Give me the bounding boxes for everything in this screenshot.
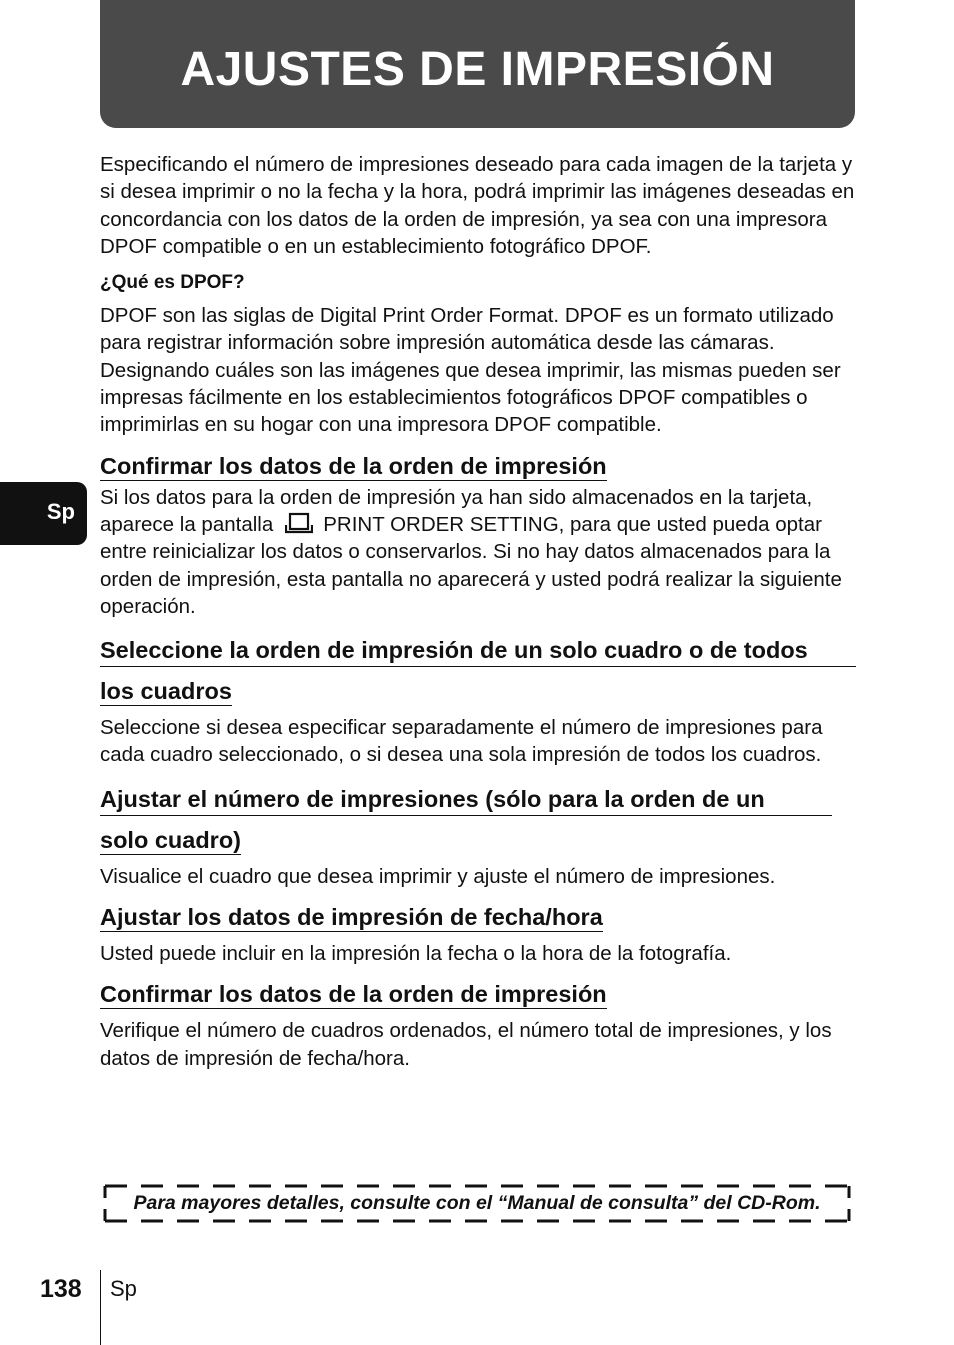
section-heading-confirm-final-text: Confirmar los datos de la orden de impresión bbox=[100, 981, 607, 1008]
dpof-paragraph-2: Designando cuáles son las imágenes que desea imprimir, las mismas pueden ser impresas fácilmente en los establecimientos fotográficos DPOF compatibles o imprimirlas en su hogar con una impresora DPOF compatible. bbox=[100, 358, 841, 437]
section-body-adjust-count: Visualice el cuadro que desea imprimir y ajuste el número de impresiones. bbox=[100, 864, 776, 888]
section-body-confirm-final: Verifique el número de cuadros ordenados, el número total de impresiones, y los datos de impresión de fecha/hora. bbox=[100, 1019, 832, 1070]
section-heading-confirm bbox=[100, 447, 856, 486]
language-tab bbox=[0, 482, 87, 545]
reference-note bbox=[103, 1184, 851, 1223]
section-heading-confirm-text: Confirmar los datos de la orden de impresión bbox=[100, 452, 607, 479]
intro-paragraph: Especificando el número de impresiones deseado para cada imagen de la tarjeta y si desea imprimir o no la fecha y la hora, podrá imprimir las imágenes deseadas en concordancia con los datos de la orden de impresión, ya sea con una impresora DPOF compatible o en un establecimiento fotográfico DPOF. bbox=[100, 153, 855, 258]
section-heading-confirm-final bbox=[100, 979, 856, 1009]
dpof-paragraph-1: DPOF son las siglas de Digital Print Order Format. DPOF es un formato utilizado para registrar información sobre impresión automática desde las cámaras. bbox=[100, 304, 834, 355]
section-heading-adjust-date bbox=[100, 902, 856, 932]
section-heading-adjust-count bbox=[100, 781, 856, 855]
section-heading-adjust-count-line1: Ajustar el número de impresiones (sólo para la orden de un bbox=[100, 781, 832, 816]
language-tab-label: Sp bbox=[46, 499, 75, 524]
section-adjust-date bbox=[100, 902, 856, 967]
section-body-adjust-date: Usted puede incluir en la impresión la fecha o la hora de la fotografía. bbox=[100, 942, 732, 966]
reference-note-text: Para mayores detalles, consulte con el “Manual de consulta” del CD-Rom. bbox=[133, 1192, 821, 1214]
section-body-confirm-text-2: PRINT ORDER SETTING, para que usted pueda optar entre reinicializar los datos o conservarlos. Si no hay datos almacenados para la orden de impresión, esta pantalla no aparecerá y usted podrá realizar la siguiente operación. bbox=[100, 512, 842, 618]
section-body-confirm-text-1: Si los datos para la orden de impresión ya han sido almacenados en la tarjeta, aparece la pantalla bbox=[100, 485, 813, 536]
section-heading-select bbox=[100, 632, 856, 706]
footer-language: Sp bbox=[110, 1276, 137, 1301]
title-banner bbox=[100, 0, 855, 128]
section-confirm-final bbox=[100, 979, 856, 1072]
page-number: 138 bbox=[40, 1275, 82, 1303]
section-body-confirm bbox=[100, 484, 856, 620]
footer-divider bbox=[100, 1270, 101, 1345]
section-adjust-count bbox=[100, 781, 856, 890]
main-content bbox=[100, 151, 856, 1072]
section-body-select: Seleccione si desea especificar separadamente el número de impresiones para cada cuadro seleccionado, o si desea una sola impresión de todos los cuadros. bbox=[100, 716, 823, 767]
dpof-heading: ¿Qué es DPOF? bbox=[100, 272, 245, 294]
section-heading-select-line2: los cuadros bbox=[100, 678, 232, 705]
print-order-icon bbox=[285, 511, 313, 535]
section-heading-adjust-count-line2: solo cuadro) bbox=[100, 826, 242, 853]
section-select bbox=[100, 632, 856, 769]
section-heading-adjust-date-text: Ajustar los datos de impresión de fecha/hora bbox=[100, 904, 603, 931]
section-heading-select-line1: Seleccione la orden de impresión de un solo cuadro o de todos bbox=[100, 632, 856, 667]
page-title: AJUSTES DE IMPRESIÓN bbox=[180, 43, 775, 96]
